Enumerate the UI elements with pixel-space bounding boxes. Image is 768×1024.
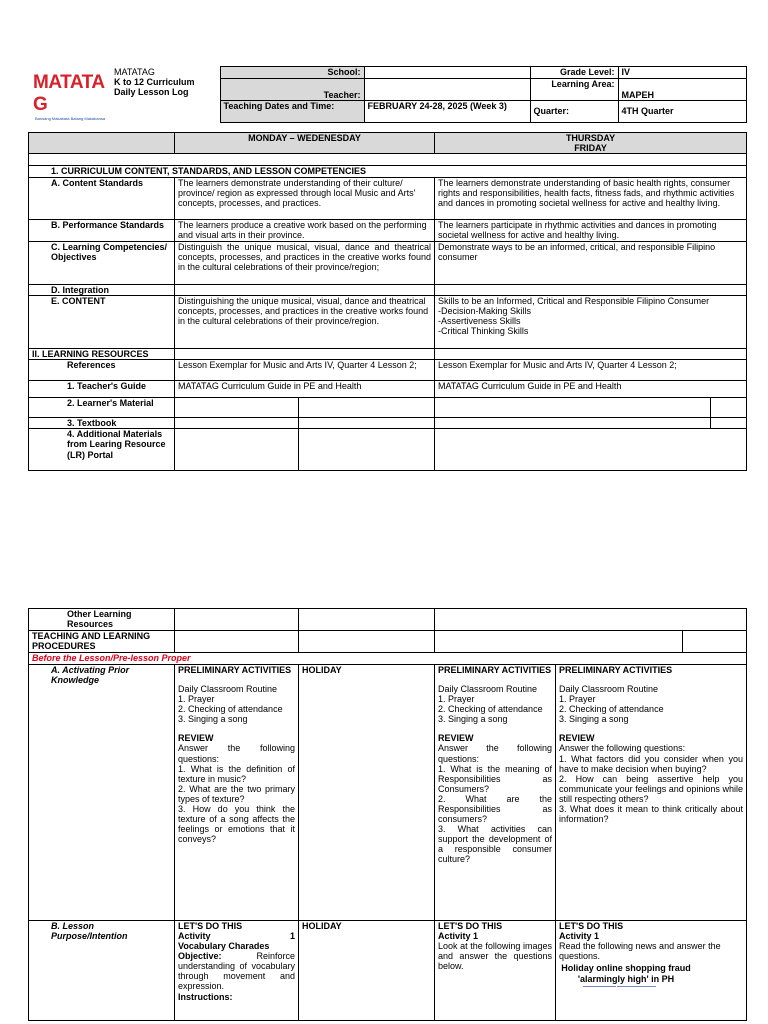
activating-col4-review: Answer the following questions: 1. What factors did you consider when you have to make decision when buying? 2. How can being assertive help you communicate your feelings and opinions while still respecting others? 3. What does it mean to think critically about information? <box>559 743 744 825</box>
learners-material-c3 <box>435 398 711 418</box>
textbook-label: 3. Textbook <box>29 418 175 429</box>
activating-label: A. Activating Prior Knowledge <box>29 665 175 921</box>
purpose-col1-obj-label: Objective: <box>178 951 222 962</box>
purpose-col2: HOLIDAY <box>299 921 435 1021</box>
procedures-title: TEACHING AND LEARNING PROCEDURES <box>29 631 175 653</box>
quarter-value[interactable]: 4TH Quarter <box>618 101 746 123</box>
purpose-col4-title: LET'S DO THIS <box>559 921 624 931</box>
log-title: Daily Lesson Log <box>114 86 189 97</box>
activating-col3-review: Answer the following questions: 1. What is the meaning of Responsibilities as Consumers? 2. What are the Responsibilities as consumers? 3. What activities can support the development of a responsible consumer culture? <box>438 743 552 865</box>
school-label: School: <box>220 67 364 79</box>
other-c3 <box>435 609 747 631</box>
lesson-log-table <box>28 132 747 471</box>
other-resources-label: Other Learning Resources <box>29 609 175 631</box>
content-right: Skills to be an Informed, Critical and Responsible Filipino Consumer -Decision-Making Skills -Assertiveness Skills -Critical Thinking Skills <box>435 296 747 349</box>
purpose-col1-instructions: Instructions: <box>178 991 233 1002</box>
learners-material-label: 2. Learner's Material <box>29 398 175 418</box>
purpose-col3-body: Look at the following images and answer the questions below. <box>438 941 552 972</box>
procedures-c1 <box>175 631 299 653</box>
corner-cell <box>29 133 175 154</box>
purpose-col1-activity-num: 1 <box>289 931 295 942</box>
dates-label: Teaching Dates and Time: <box>220 101 364 123</box>
content-standards-label: A. Content Standards <box>29 178 175 220</box>
purpose-label: B. Lesson Purpose/Intention <box>29 921 175 1021</box>
quarter-label: Quarter: <box>530 101 618 123</box>
matatag-logo: MATATAG <box>33 71 105 115</box>
activating-col4-body: Daily Classroom Routine 1. Prayer 2. Checking of attendance 3. Singing a song <box>559 684 664 725</box>
integration-left <box>175 285 435 296</box>
section2-left <box>175 349 435 360</box>
log-title-block <box>112 67 220 123</box>
activating-col4 <box>556 665 747 921</box>
area-label: Learning Area: <box>530 79 618 101</box>
references-left: Lesson Exemplar for Music and Arts IV, Quarter 4 Lesson 2; <box>175 360 435 381</box>
textbook-c3 <box>435 418 711 429</box>
dates-value[interactable]: FEBRUARY 24-28, 2025 (Week 3) <box>364 101 530 123</box>
activating-col1-review: Answer the following questions: 1. What is the definition of texture in music? 2. What are the two primary types of texture? 3. How do you think the texture of a song affects the feelings or emotions that it conveys? <box>178 743 295 845</box>
col-header-thursday: THURSDAY <box>565 133 616 143</box>
textbook-c1 <box>175 418 299 429</box>
activating-col3 <box>435 665 556 921</box>
grade-label: Grade Level: <box>530 67 618 79</box>
content-label: E. CONTENT <box>29 296 175 349</box>
purpose-col3-activity: Activity 1 <box>438 931 479 942</box>
activating-col1 <box>175 665 299 921</box>
purpose-col1 <box>175 921 299 1021</box>
purpose-col3 <box>435 921 556 1021</box>
learners-material-c2 <box>299 398 435 418</box>
activating-col4-review-title: REVIEW <box>559 733 595 744</box>
textbook-c4 <box>711 418 747 429</box>
grade-value[interactable]: IV <box>618 67 746 79</box>
content-standards-left: The learners demonstrate understanding of their culture/ province/ region as expressed through local Music and Arts' concepts, processes, and practices. <box>175 178 435 220</box>
purpose-col4 <box>556 921 747 1021</box>
purpose-col1-objective <box>178 951 295 991</box>
activating-col1-review-title: REVIEW <box>178 733 214 744</box>
content-standards-right: The learners demonstrate understanding of basic health rights, consumer rights and responsibilities, health facts, fitness fads, and rhythmic activities and dances in promoting societal wellness for active and healthy living. <box>435 178 747 220</box>
performance-standards-left: The learners produce a creative work based on the performing and visual arts in their province. <box>175 220 435 242</box>
activating-col3-review-title: REVIEW <box>438 733 474 744</box>
purpose-col3-title: LET'S DO THIS <box>438 921 503 931</box>
learners-material-c1 <box>175 398 299 418</box>
activating-col3-title: PRELIMINARY ACTIVITIES <box>438 665 552 675</box>
org-name: MATATAG <box>114 66 155 77</box>
competencies-right: Demonstrate ways to be an informed, critical, and responsible Filipino consumer <box>435 242 747 285</box>
spacer-row <box>29 154 747 166</box>
purpose-col4-activity: Activity 1 <box>559 931 600 942</box>
integration-right <box>435 285 747 296</box>
news-byline-image: ▬▬▬▬▬▬▬▬▬▬▬ ▬▬▬▬▬▬▬▬▬▬▬▬▬ <box>583 984 656 988</box>
activating-col4-title: PRELIMINARY ACTIVITIES <box>559 665 673 675</box>
additional-materials-label: 4. Additional Materials from Learing Resource (LR) Portal <box>29 429 175 471</box>
other-c1 <box>175 609 299 631</box>
performance-standards-label: B. Performance Standards <box>29 220 175 242</box>
curriculum-name: K to 12 Curriculum <box>114 76 195 87</box>
textbook-c2 <box>299 418 435 429</box>
learners-material-c4 <box>711 398 747 418</box>
purpose-col1-activity-row <box>178 931 295 941</box>
competencies-label: C. Learning Competencies/ Objectives <box>29 242 175 285</box>
col-header-left: MONDAY – WEDENESDAY <box>175 133 435 154</box>
purpose-col1-obj-text: Reinforce understanding of vocabulary through movement and expression. <box>178 951 295 992</box>
school-value[interactable] <box>364 67 530 79</box>
section2-title: II. LEARNING RESOURCES <box>29 349 175 360</box>
activating-col3-body: Daily Classroom Routine 1. Prayer 2. Checking of attendance 3. Singing a song <box>438 684 543 725</box>
integration-label: D. Integration <box>29 285 175 296</box>
logo <box>30 67 112 123</box>
teachers-guide-left: MATATAG Curriculum Guide in PE and Health <box>175 381 435 398</box>
teachers-guide-label: 1. Teacher's Guide <box>29 381 175 398</box>
activating-col2: HOLIDAY <box>299 665 435 921</box>
additional-c1 <box>175 429 299 471</box>
performance-standards-right: The learners participate in rhythmic activities and dances in promoting societal wellness for active and healthy living. <box>435 220 747 242</box>
procedures-c3 <box>435 631 683 653</box>
logo-tagline: Bansang Makabata Batang Makabansa <box>35 115 106 121</box>
purpose-col1-activity: Activity <box>178 931 211 942</box>
before-lesson-title: Before the Lesson/Pre-lesson Proper <box>29 653 747 665</box>
additional-c2 <box>299 429 435 471</box>
references-label: References <box>29 360 175 381</box>
section1-title: 1. CURRICULUM CONTENT, STANDARDS, AND LESSON COMPETENCIES <box>29 166 747 178</box>
section2-right <box>435 349 747 360</box>
area-value[interactable]: MAPEH <box>618 79 746 101</box>
lesson-log-table-continued <box>28 608 747 1021</box>
purpose-col1-title: LET'S DO THIS <box>178 921 243 931</box>
teacher-label: Teacher: <box>220 79 364 101</box>
procedures-c2 <box>299 631 435 653</box>
purpose-col4-body: Read the following news and answer the questions. <box>559 941 721 962</box>
purpose-col1-sub: Vocabulary Charades <box>178 941 270 952</box>
references-right: Lesson Exemplar for Music and Arts IV, Quarter 4 Lesson 2; <box>435 360 747 381</box>
col-header-friday: FRIDAY <box>574 143 607 154</box>
col-header-right <box>435 133 747 154</box>
news-headline: Holiday online shopping fraud 'alarmingly high' in PH <box>561 963 691 984</box>
activating-col1-title: PRELIMINARY ACTIVITIES <box>178 665 292 675</box>
other-c2 <box>299 609 435 631</box>
competencies-left: Distinguish the unique musical, visual, dance and theatrical concepts, processes, and practices in the creative works found in the cultural celebrations of their province/region; <box>175 242 435 285</box>
teacher-value[interactable] <box>364 79 530 101</box>
activating-col1-body: Daily Classroom Routine 1. Prayer 2. Checking of attendance 3. Singing a song <box>178 684 283 725</box>
content-left: Distinguishing the unique musical, visual, dance and theatrical concepts, processes, and practices in the creative works found in the cultural celebrations of their province/region. <box>175 296 435 349</box>
header-table <box>30 66 747 123</box>
teachers-guide-right: MATATAG Curriculum Guide in PE and Health <box>435 381 747 398</box>
procedures-c4 <box>683 631 747 653</box>
additional-c3 <box>435 429 747 471</box>
